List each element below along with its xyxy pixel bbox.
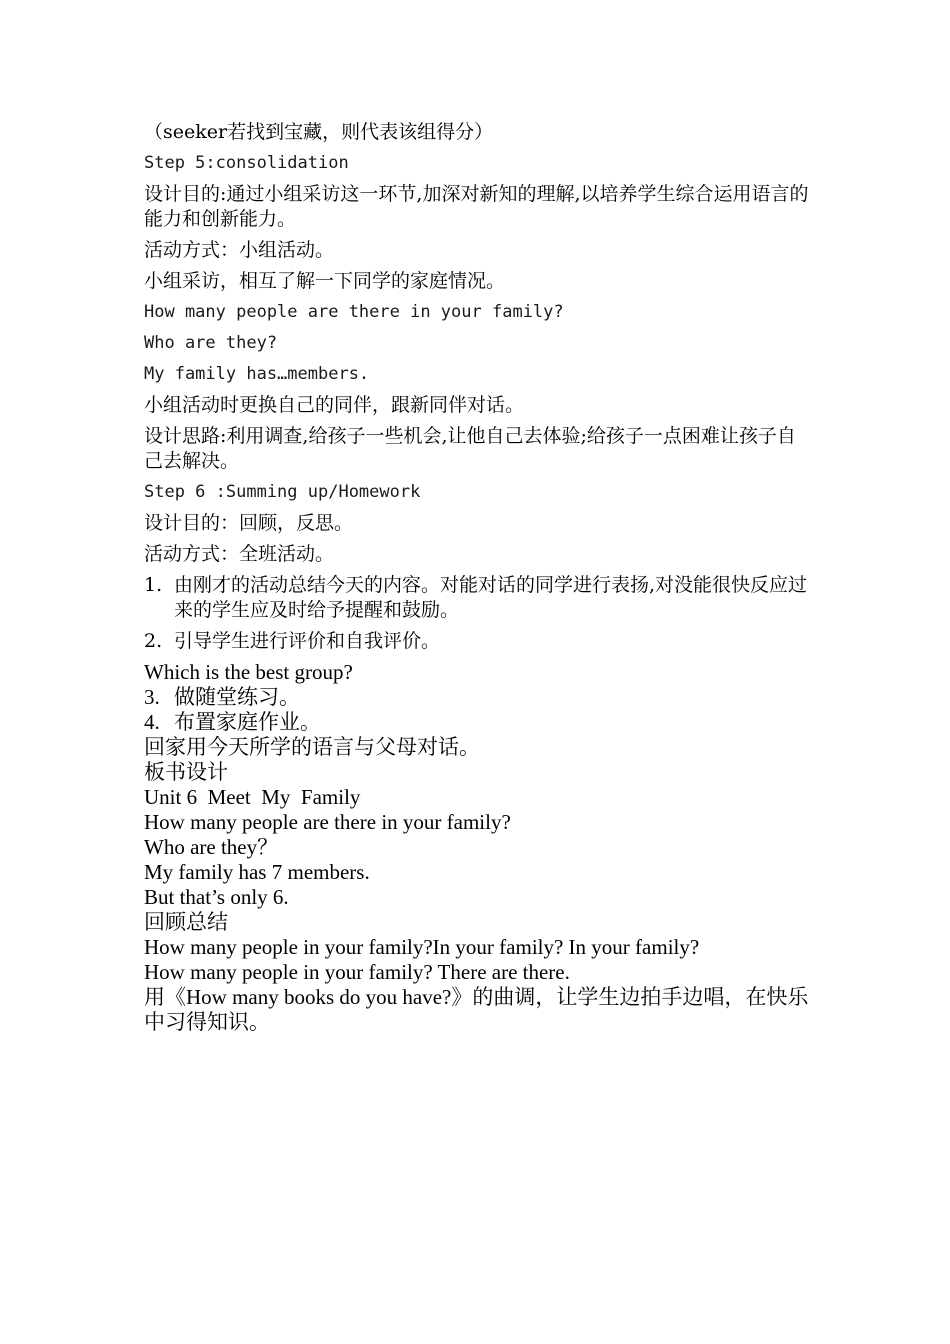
step5-purpose: 设计目的:通过小组采访这一环节,加深对新知的理解,以培养学生综合运用语言的能力和创新能力。 — [144, 183, 809, 230]
review-title: 回顾总结 — [144, 910, 228, 934]
step6-method: 活动方式：全班活动。 — [144, 543, 335, 565]
list-text: 由刚才的活动总结今天的内容。对能对话的同学进行表扬,对没能很快反应过来的学生应及时给予提醒和鼓励。 — [174, 574, 808, 621]
best-group-question: Which is the best group? — [144, 660, 353, 684]
board-line-4: But that’s only 6. — [144, 885, 289, 909]
list-item — [144, 573, 814, 623]
dialogue-question-2: Who are they? — [144, 333, 278, 353]
list-item — [144, 685, 814, 710]
review-line-1: How many people in your family?In your family? In your family? — [144, 935, 700, 959]
dialogue-question-1: How many people are there in your family? — [144, 302, 564, 322]
step5-heading: Step 5:consolidation — [144, 153, 349, 173]
list-item — [144, 629, 814, 654]
list-text: 做随堂练习。 — [174, 685, 300, 709]
review-line-2: How many people in your family? There are there. — [144, 960, 570, 984]
board-line-3: My family has 7 members. — [144, 860, 370, 884]
step6-heading: Step 6 :Summing up/Homework — [144, 482, 421, 502]
list-number: 3. — [144, 685, 160, 709]
list-number: 4. — [144, 710, 160, 734]
step5-method: 活动方式：小组活动。 — [144, 239, 335, 261]
step5-description: 小组采访，相互了解一下同学的家庭情况。 — [144, 270, 506, 292]
list-number: 2. — [144, 630, 163, 652]
list-text: 引导学生进行评价和自我评价。 — [174, 630, 441, 652]
board-design-title: 板书设计 — [144, 760, 228, 784]
list-text: 布置家庭作业。 — [174, 710, 321, 734]
board-line-2: Who are they？ — [144, 835, 279, 859]
dialogue-answer: My family has…members. — [144, 364, 370, 384]
list-number: 1. — [144, 574, 163, 596]
step5-partner-change: 小组活动时更换自己的同伴，跟新同伴对话。 — [144, 394, 525, 416]
document-body — [144, 120, 814, 1035]
numbered-list — [144, 573, 814, 654]
unit-title: Unit 6 Meet My Family — [144, 785, 361, 809]
review-line-3: 用《How many books do you have?》的曲调，让学生边拍手边唱，在快乐中习得知识。 — [144, 985, 809, 1034]
step5-design-idea: 设计思路:利用调查,给孩子一些机会,让他自己去体验;给孩子一点困难让孩子自己去解决。 — [144, 425, 796, 472]
homework-text: 回家用今天所学的语言与父母对话。 — [144, 735, 480, 759]
seeker-note: （seeker若找到宝藏，则代表该组得分） — [144, 121, 494, 143]
list-item — [144, 710, 814, 735]
board-line-1: How many people are there in your family? — [144, 810, 511, 834]
step6-purpose: 设计目的：回顾，反思。 — [144, 512, 354, 534]
